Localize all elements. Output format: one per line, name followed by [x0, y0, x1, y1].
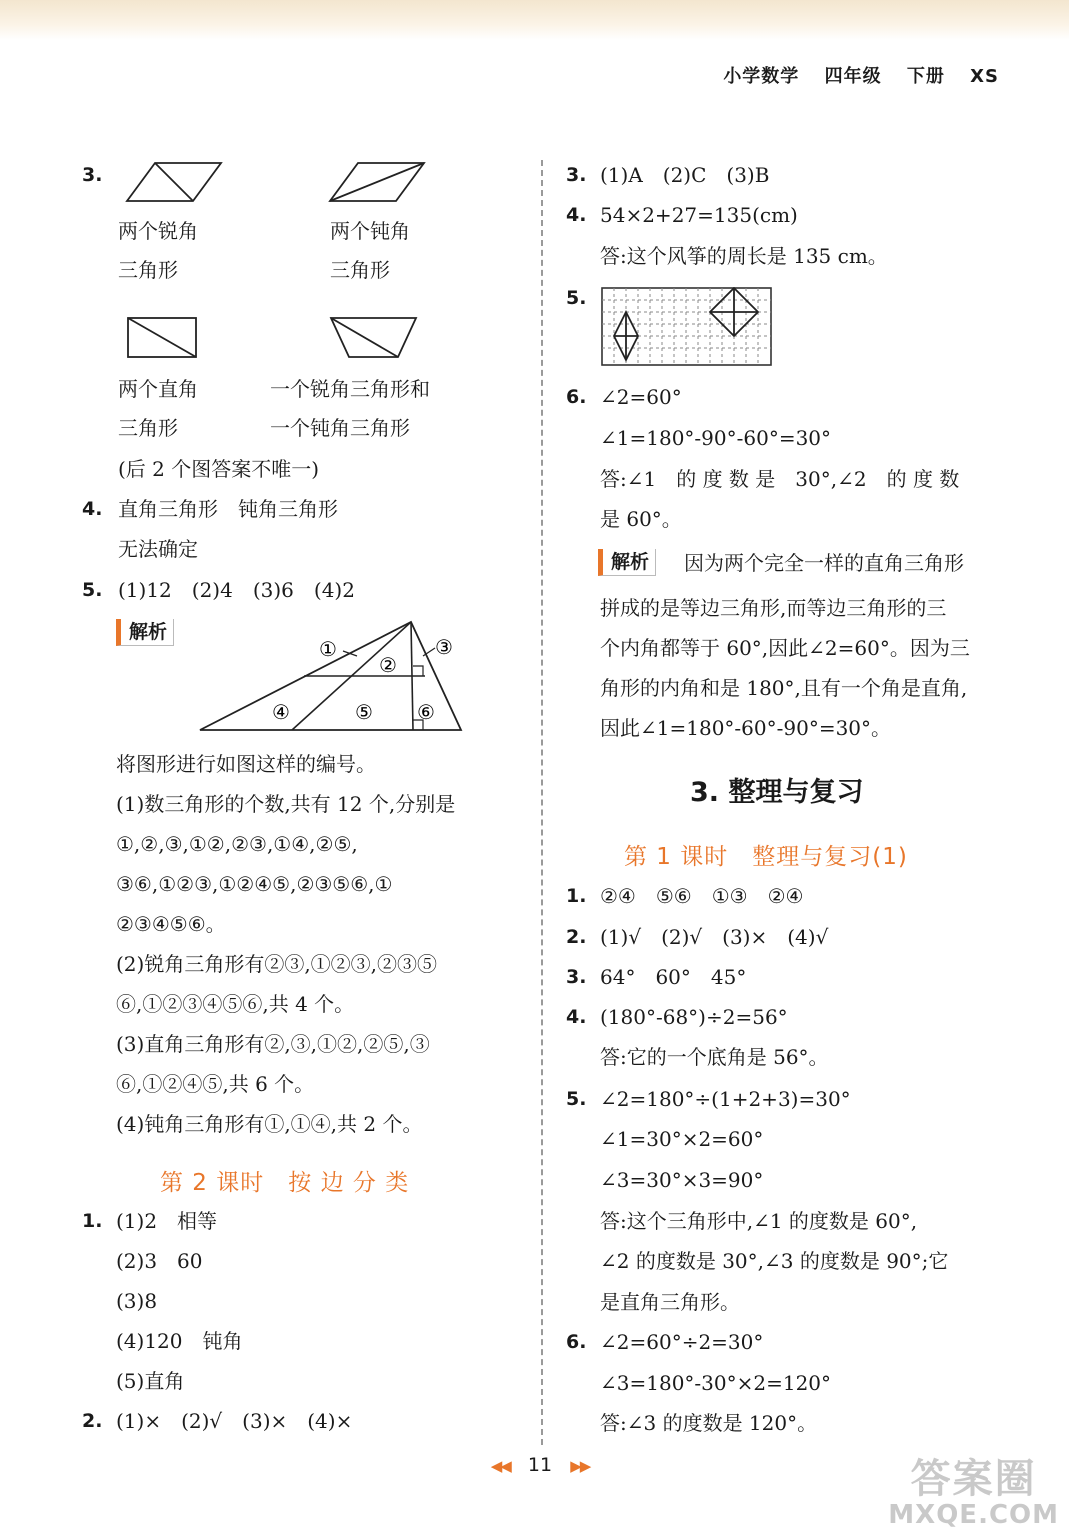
s3-q5-line5: ∠2 的度数是 30°,∠3 的度数是 90°;它 — [600, 1249, 949, 1273]
s3-q1-number: 1. — [566, 885, 587, 907]
s3-q2-line: (1)√ (2)√ (3)× (4)√ — [600, 925, 829, 949]
rectangle-diagonal-figure — [125, 315, 201, 361]
s3-q6-line3: 答:∠3 的度数是 120°。 — [600, 1411, 818, 1435]
s3-q6-line2: ∠3=180°-30°×2=120° — [600, 1371, 832, 1395]
analysis-line-8: (3)直角三角形有②,③,①②,②⑤,③ — [116, 1032, 430, 1056]
parallelogram-diagonal-figure-2 — [328, 160, 428, 205]
fig1-caption-1: 两个锐角 — [118, 219, 198, 243]
s3-q4-line2: 答:它的一个底角是 56°。 — [600, 1045, 829, 1069]
lesson2-q1-line1: (1)2 相等 — [116, 1209, 218, 1233]
right-expl-line3: 角形的内角和是 180°,且有一个角是直角, — [600, 676, 968, 700]
right-q6-line3: 答:∠1 的 度 数 是 30°,∠2 的 度 数 — [600, 467, 960, 491]
right-q4-line1: 54×2+27=135(cm) — [600, 203, 798, 227]
left-analysis-tag: 解析 — [116, 619, 174, 646]
s3-q2-number: 2. — [566, 926, 587, 948]
right-expl-line4: 因此∠1=180°-60°-90°=30°。 — [600, 716, 892, 740]
header-volume: 下册 — [906, 66, 945, 87]
left-q5-answer: (1)12 (2)4 (3)6 (4)2 — [118, 578, 355, 602]
next-page-arrows-icon[interactable]: ▶▶ — [570, 1457, 590, 1475]
lesson2-q1-line4: (4)120 钝角 — [116, 1329, 243, 1353]
diagram-label-3: ③ — [435, 635, 453, 659]
q3-note: (后 2 个图答案不唯一) — [118, 457, 320, 481]
s3-q5-line3: ∠3=30°×3=90° — [600, 1168, 764, 1192]
left-q4-number: 4. — [82, 498, 103, 520]
s3-q5-number: 5. — [566, 1088, 587, 1110]
s3-q6-number: 6. — [566, 1331, 587, 1353]
diagram-label-6: ⑥ — [417, 700, 435, 724]
s3-q1-line: ②④ ⑤⑥ ①③ ②④ — [600, 884, 804, 908]
analysis-line-5: ②③④⑤⑥。 — [116, 912, 226, 936]
right-q6-line4: 是 60°。 — [600, 507, 682, 531]
lesson2-q1-line2: (2)3 60 — [116, 1249, 203, 1273]
section3-title: 3. 整理与复习 — [690, 777, 864, 808]
right-q5-number: 5. — [566, 287, 587, 309]
fig2-caption-1: 两个钝角 — [330, 219, 410, 243]
right-expl-line1: 拼成的是等边三角形,而等边三角形的三 — [600, 596, 947, 620]
s3-q4-number: 4. — [566, 1006, 587, 1028]
right-q4-line2: 答:这个风筝的周长是 135 cm。 — [600, 244, 888, 268]
s3-q5-line6: 是直角三角形。 — [600, 1290, 740, 1314]
page-header — [705, 62, 999, 88]
lesson2-q2-number: 2. — [82, 1410, 103, 1432]
top-band — [0, 0, 1069, 40]
site-watermark — [888, 1447, 1059, 1530]
prev-page-arrows-icon[interactable]: ◀◀ — [490, 1457, 510, 1475]
lesson2-q1-number: 1. — [82, 1210, 103, 1232]
analysis-line-10: (4)钝角三角形有①,①④,共 2 个。 — [116, 1112, 423, 1136]
s3-q4-line1: (180°-68°)÷2=56° — [600, 1005, 788, 1029]
header-edition: XS — [970, 66, 999, 87]
right-q4-number: 4. — [566, 204, 587, 226]
lesson2-q1-line5: (5)直角 — [116, 1369, 185, 1393]
left-q4-line1: 直角三角形 钝角三角形 — [118, 497, 338, 521]
analysis-line-7: ⑥,①②③④⑤⑥,共 4 个。 — [116, 992, 355, 1016]
fig3-caption-2: 三角形 — [118, 416, 178, 440]
s3-q5-line2: ∠1=30°×2=60° — [600, 1127, 764, 1151]
diagram-label-2: ② — [379, 653, 397, 677]
right-expl-first: 因为两个完全一样的直角三角形 — [684, 551, 964, 575]
s3-q5-line4: 答:这个三角形中,∠1 的度数是 60°, — [600, 1209, 918, 1233]
trapezoid-diagonal-figure — [328, 315, 420, 361]
watermark-line1: 答案圈 — [910, 1456, 1037, 1502]
analysis-line-9: ⑥,①②④⑤,共 6 个。 — [116, 1072, 315, 1096]
parallelogram-diagonal-figure-1 — [125, 160, 225, 205]
numbered-triangle-diagram — [195, 618, 470, 736]
right-expl-line2: 个内角都等于 60°,因此∠2=60°。因为三 — [600, 636, 970, 660]
analysis-line-2: (1)数三角形的个数,共有 12 个,分别是 — [116, 792, 456, 816]
s3-q5-line1: ∠2=180°÷(1+2+3)=30° — [600, 1087, 851, 1111]
lesson2-q1-line3: (3)8 — [116, 1289, 158, 1313]
left-q3-number: 3. — [82, 164, 103, 186]
right-analysis-tag: 解析 — [598, 549, 656, 576]
right-q6-line1: ∠2=60° — [600, 385, 682, 409]
lesson2-title: 第 2 课时 按 边 分 类 — [160, 1170, 410, 1196]
analysis-line-4: ③⑥,①②③,①②④⑤,②③⑤⑥,① — [116, 872, 393, 896]
fig4-caption-2: 一个钝角三角形 — [270, 416, 410, 440]
analysis-line-1: 将图形进行如图这样的编号。 — [116, 752, 376, 776]
fig4-caption-1: 一个锐角三角形和 — [270, 377, 430, 401]
column-divider — [541, 160, 543, 1445]
left-q5-number: 5. — [82, 579, 103, 601]
diagram-label-1: ① — [319, 637, 337, 661]
page-footer — [470, 1454, 610, 1476]
s3-q6-line1: ∠2=60°÷2=30° — [600, 1330, 764, 1354]
right-q6-line2: ∠1=180°-90°-60°=30° — [600, 426, 832, 450]
analysis-line-6: (2)锐角三角形有②③,①②③,②③⑤ — [116, 952, 438, 976]
fig2-caption-2: 三角形 — [330, 258, 390, 282]
right-q3-number: 3. — [566, 164, 587, 186]
grid-kite-figure — [601, 287, 773, 367]
right-q3-line: (1)A (2)C (3)B — [600, 163, 770, 187]
fig1-caption-2: 三角形 — [118, 258, 178, 282]
diagram-label-5: ⑤ — [355, 700, 373, 724]
lesson2-q2-line: (1)× (2)√ (3)× (4)× — [116, 1409, 353, 1433]
page-number: 11 — [527, 1454, 553, 1476]
left-q4-line2: 无法确定 — [118, 537, 198, 561]
fig3-caption-1: 两个直角 — [118, 377, 198, 401]
diagram-label-4: ④ — [272, 700, 290, 724]
analysis-line-3: ①,②,③,①②,②③,①④,②⑤, — [116, 832, 358, 856]
header-grade: 四年级 — [824, 66, 882, 87]
header-subject: 小学数学 — [723, 66, 800, 87]
s3-q3-line: 64° 60° 45° — [600, 965, 747, 989]
watermark-line2: MXQE.COM — [888, 1500, 1059, 1530]
s3-q3-number: 3. — [566, 966, 587, 988]
lesson1-title: 第 1 课时 整理与复习(1) — [624, 844, 908, 870]
right-q6-number: 6. — [566, 386, 587, 408]
